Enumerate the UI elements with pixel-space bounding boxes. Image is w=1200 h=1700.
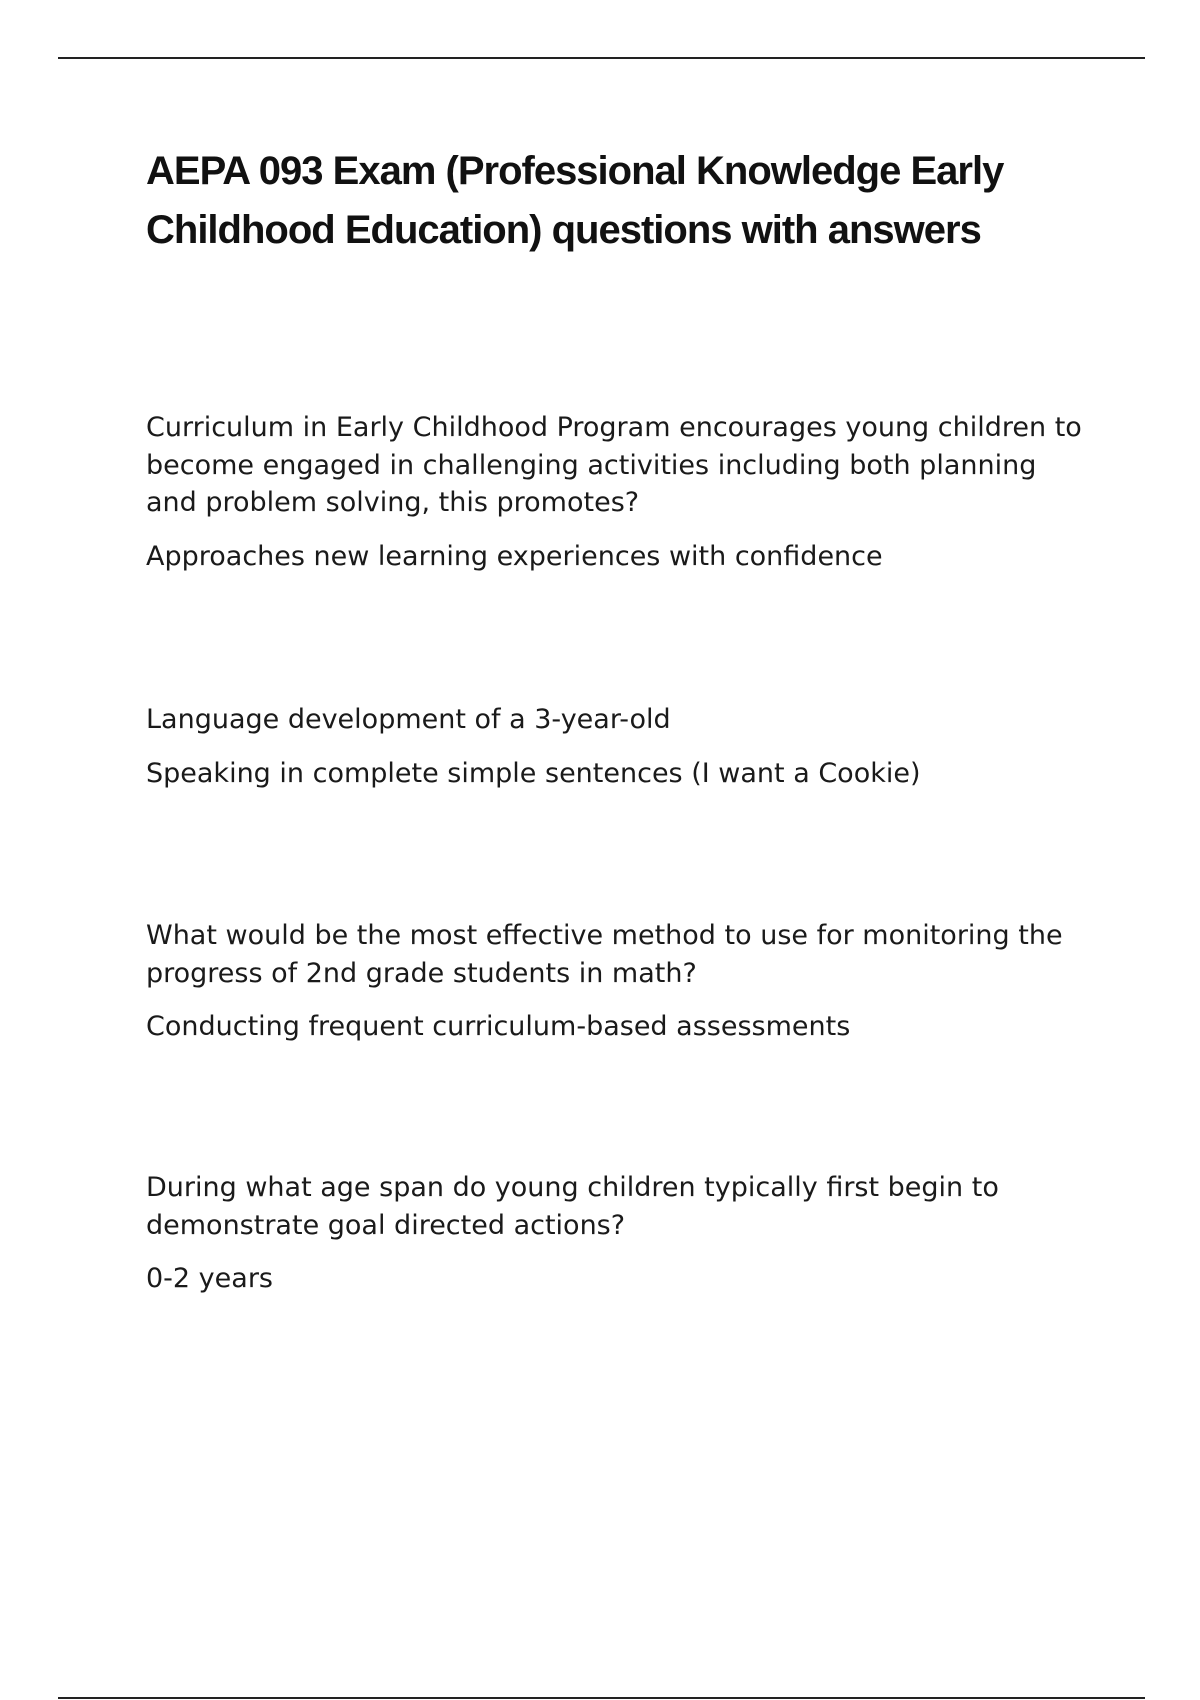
answer-text: Speaking in complete simple sentences (I want a Cookie): [146, 757, 921, 789]
document-title: AEPA 093 Exam (Professional Knowledge Early Childhood Education) questions with answers: [146, 149, 1004, 252]
question-text: During what age span do young children typically first begin to demonstrate goal directed actions?: [146, 1172, 999, 1241]
top-divider: [58, 57, 1145, 59]
answer-text: Conducting frequent curriculum-based assessments: [146, 1011, 851, 1042]
bottom-divider: [58, 1697, 1145, 1699]
qa-item: [146, 701, 1086, 792]
qa-item: [146, 917, 1086, 1046]
answer-text: 0-2 years: [146, 1263, 273, 1294]
qa-item: [146, 409, 1086, 575]
qa-item: [146, 1169, 1086, 1298]
question-text: What would be the most effective method to use for monitoring the progress of 2nd grade students in math?: [146, 920, 1063, 989]
answer-text: Approaches new learning experiences with confidence: [146, 540, 883, 572]
question-text: Curriculum in Early Childhood Program encourages young children to become engaged in challenging activities including both planning and problem solving, this promotes?: [146, 412, 1082, 518]
question-text: Language development of a 3-year-old: [146, 704, 671, 735]
